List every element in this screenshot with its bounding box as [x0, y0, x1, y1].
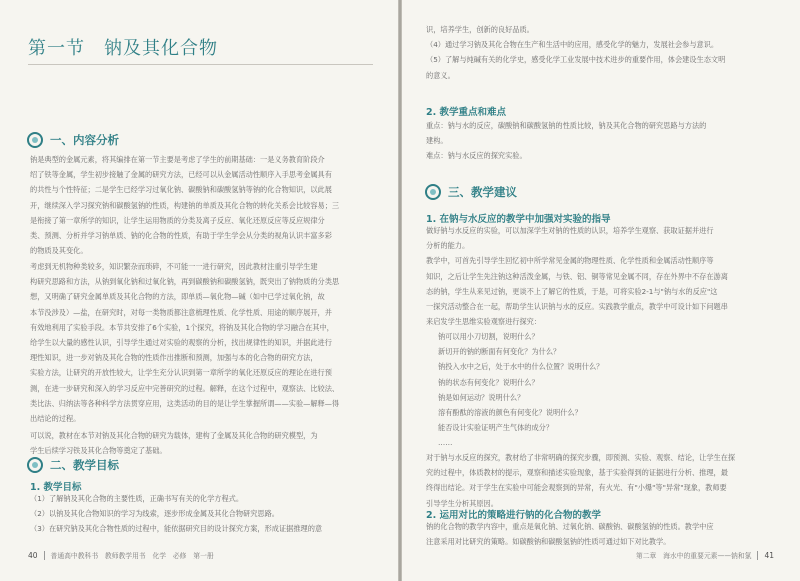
text-line: 绍了铁等金属，学生初步接触了金属的研究方法，已经可以从金属活动性顺序入手思考金属具有 — [30, 170, 332, 180]
text-line: 做好钠与水反应的实验，可以加深学生对钠的性质的认识，培养学生观察、获取证据并进行 — [426, 226, 714, 235]
page-number: 41 — [764, 550, 774, 560]
chapter-title: 第一节 钠及其化合物 — [28, 38, 218, 59]
ring-icon — [26, 131, 44, 149]
section-content-analysis — [26, 131, 119, 149]
subheading-key-points: 2. 教学重点和难点 — [426, 107, 507, 118]
text-line: 学生后续学习铁及其化合物等奠定了基础。 — [30, 446, 167, 456]
chapter-running-title: 第二章 海水中的重要元素——钠和氯 — [635, 552, 752, 560]
text-line: 注意采用对比研究的策略。如碳酸钠和碳酸氢钠的性质可通过如下对比教学。 — [426, 537, 671, 547]
section-label: 一、内容分析 — [50, 133, 119, 147]
text-line: 类比法、归纳法等各种科学方法贯穿应用，这类活动的目的是让学生掌握所谓——实验—解释—得 — [30, 398, 340, 408]
subheading-goals: 1. 教学目标 — [30, 482, 82, 493]
key-points-text — [426, 118, 778, 164]
footer-divider — [757, 551, 758, 560]
text-line: 构研究思路和方法，从钠到氧化钠和过氧化钠，再到碳酸钠和碳酸氢钠，既突出了钠物质的分类思 — [30, 277, 340, 287]
left-page — [0, 0, 398, 581]
text-line: 测，在进一步研究和深入的学习反应中完善研究的过程。解释，在这个过程中，观察法、比较法、 — [30, 383, 340, 393]
text-line: 的意义。 — [426, 70, 455, 80]
text-line: 分析的能力。 — [426, 241, 470, 251]
text-line: 的共性与个性特征；二是学生已经学习过氧化钠、碳酸钠和碳酸氢钠等钠的化合物知识，以此展 — [30, 185, 332, 195]
title-divider — [28, 64, 373, 65]
question-item: 钠是如何运动？说明什么？ — [438, 392, 525, 402]
text-line: 引导学生分析其原因。 — [426, 498, 498, 508]
question-item: 溶有酚酞的溶液的颜色有何变化？说明什么？ — [438, 408, 582, 418]
text-line: 想，又明确了研究金属单质及其化合物的方法，即单质—氧化物—碱（如中已学过氧化钠，故 — [30, 292, 325, 302]
paragraph-summary — [30, 428, 382, 458]
question-item: 钠可以用小刀切割，说明什么？ — [438, 332, 539, 341]
text-line: 考虑到无机物种类较多，知识繁杂而琐碎，不可能一一进行研究，因此教材注重引导学生建 — [30, 262, 318, 271]
section-teaching-suggestions — [424, 183, 517, 201]
subheading-comparison-strategy: 2. 运用对比的策略进行钠的化合物的教学 — [426, 510, 602, 521]
question-item: 能否设计实验证明产生气体的成分？ — [438, 423, 554, 433]
text-line: 识，培养学生，创新的良好品质。 — [426, 25, 534, 34]
experiment-guidance-text — [426, 223, 778, 329]
ring-icon — [424, 183, 442, 201]
text-line: 对于钠与水反应的探究，教材给了非常明确的探究步骤，即预测、实验、观察、结论，让学生在探 — [426, 453, 736, 462]
text-line: 终得出结论。对于学生在实验中可能会观察到的异常，有火光、有"小爆"等"异常"现象，教师要 — [426, 483, 727, 493]
objectives-continued — [426, 22, 778, 83]
text-line: 本节没涉及）—盐，在研究时，对每一类物质都注意梳理性质、化学性质、用途的顺序展开，并 — [30, 307, 332, 317]
inquiry-analysis-text — [426, 450, 778, 511]
text-line: 钠的化合物的教学内容中，重点是氧化钠、过氧化钠、碳酸钠、碳酸氢钠的性质。教学中应 — [426, 522, 714, 531]
text-line: 理性知识，进一步对钠及其化合物的性质作出推断和预测，加强与本的化合物的研究方法， — [30, 353, 318, 363]
text-line: 开，继续深入学习探究钠和碳酸氢钠的性质，构建钠的单质及其化合物的转化关系会比较容易；三 — [30, 200, 340, 210]
text-line: （4）通过学习钠及其化合物在生产和生活中的应用，感受化学的魅力，发展社会参与意识。 — [426, 40, 719, 50]
paragraph-intro — [30, 152, 382, 258]
text-line: 的物质及其变化。 — [30, 246, 88, 256]
question-item: …… — [438, 438, 453, 448]
text-line: 来启发学生思维实验观察进行探究： — [426, 317, 542, 327]
text-line: 难点：钠与水反应的探究实验。 — [426, 151, 527, 161]
objective-item: （1）了解钠及其化合物的主要性质，正确书写有关的化学方程式。 — [30, 494, 244, 503]
right-footer — [636, 550, 774, 560]
section-label: 二、教学目标 — [50, 458, 119, 472]
text-line: 实验方法，让研究的开放性较大，让学生充分认识到第一章所学的氧化还原反应的理论在进行预 — [30, 368, 332, 378]
text-line: 态的钠，学生从来见过钠，更谈不上了解它的性质，于是，可将实验2-1与"钠与水的反应"这 — [426, 286, 718, 296]
series-title: 普通高中教科书 教师教学用书 化学 必修 第一册 — [50, 552, 214, 560]
section-teaching-goals — [26, 456, 119, 474]
question-item: 钠的状态有何变化？说明什么？ — [438, 377, 539, 387]
text-line: 究的过程中，体质教材的提示，观察和描述实验现象，基于实验得到的证据进行分析、推理，最 — [426, 468, 728, 478]
text-line: 出结论的过程。 — [30, 414, 81, 424]
text-line: 类、预测、分析并学习钠单质、钠的化合物的性质，有助于学生学会从分类的视角认识丰富多彩 — [30, 231, 332, 241]
text-line: 可以说，教材在本节对钠及其化合物的研究为载体，建构了金属及其化合物的研究模型，为 — [30, 431, 318, 440]
ring-icon — [26, 456, 44, 474]
text-line: 钠是典型的金属元素，将其编排在第一节主要是考虑了学生的前期基础：一是义务教育阶段介 — [30, 155, 325, 164]
left-footer — [28, 550, 214, 560]
question-item: 钠投入水中之后，处于水中的什么位置？说明什么？ — [438, 362, 604, 372]
text-line: 有效地利用了实验手段。本节共安排了6个实验，1个探究，将钠及其化合物的学习融合在其中， — [30, 322, 334, 332]
text-line: 是衔接了第一章所学的知识，让学生运用物质的分类及离子反应、氧化还原反应等反应规律分 — [30, 215, 325, 225]
text-line: 重点：钠与水的反应，碳酸钠和碳酸氢钠的性质比较，钠及其化合物的研究思路与方法的 — [426, 121, 707, 130]
objectives-list — [30, 491, 382, 537]
text-line: 知识，之后让学生先注钠这种活泼金属，与铁、铝、铜等常见金属不同，存在外界中不存在游离 — [426, 271, 728, 281]
question-list — [438, 329, 778, 451]
footer-divider — [44, 551, 45, 560]
right-page — [402, 0, 800, 581]
paragraph-method — [30, 259, 382, 426]
text-line: （5）了解与纯碱有关的化学史，感受化学工业发展中技术进步的重要作用，体会建设生态文明 — [426, 55, 726, 65]
text-line: 教学中，可首先引导学生回忆初中所学常见金属的物理性质、化学性质和金属活动性顺序等 — [426, 256, 714, 266]
subheading-experiment-guidance: 1. 在钠与水反应的教学中加强对实验的指导 — [426, 214, 611, 225]
page-number: 40 — [28, 550, 38, 560]
text-line: 给学生以大量的感性认识，引导学生通过对实验的观察的分析，找出规律性的知识，并据此进行 — [30, 338, 332, 348]
question-item: 新切开的钠的断面有何变化？为什么？ — [438, 347, 561, 357]
text-line: 一探究活动整合在一起，帮助学生认识钠与水的反应。实践教学重点，教学中可设计如下问题串 — [426, 302, 728, 312]
comparison-strategy-text — [426, 519, 778, 549]
text-line: 建构。 — [426, 136, 448, 146]
section-label: 三、教学建议 — [448, 185, 517, 199]
objective-item: （2）以钠及其化合物知识的学习为线索，逐步形成金属及其化合物研究思路。 — [30, 509, 279, 519]
objective-item: （3）在研究钠及其化合物性质的过程中，能依据研究目的设计探究方案，形成证据推理的意 — [30, 524, 323, 534]
